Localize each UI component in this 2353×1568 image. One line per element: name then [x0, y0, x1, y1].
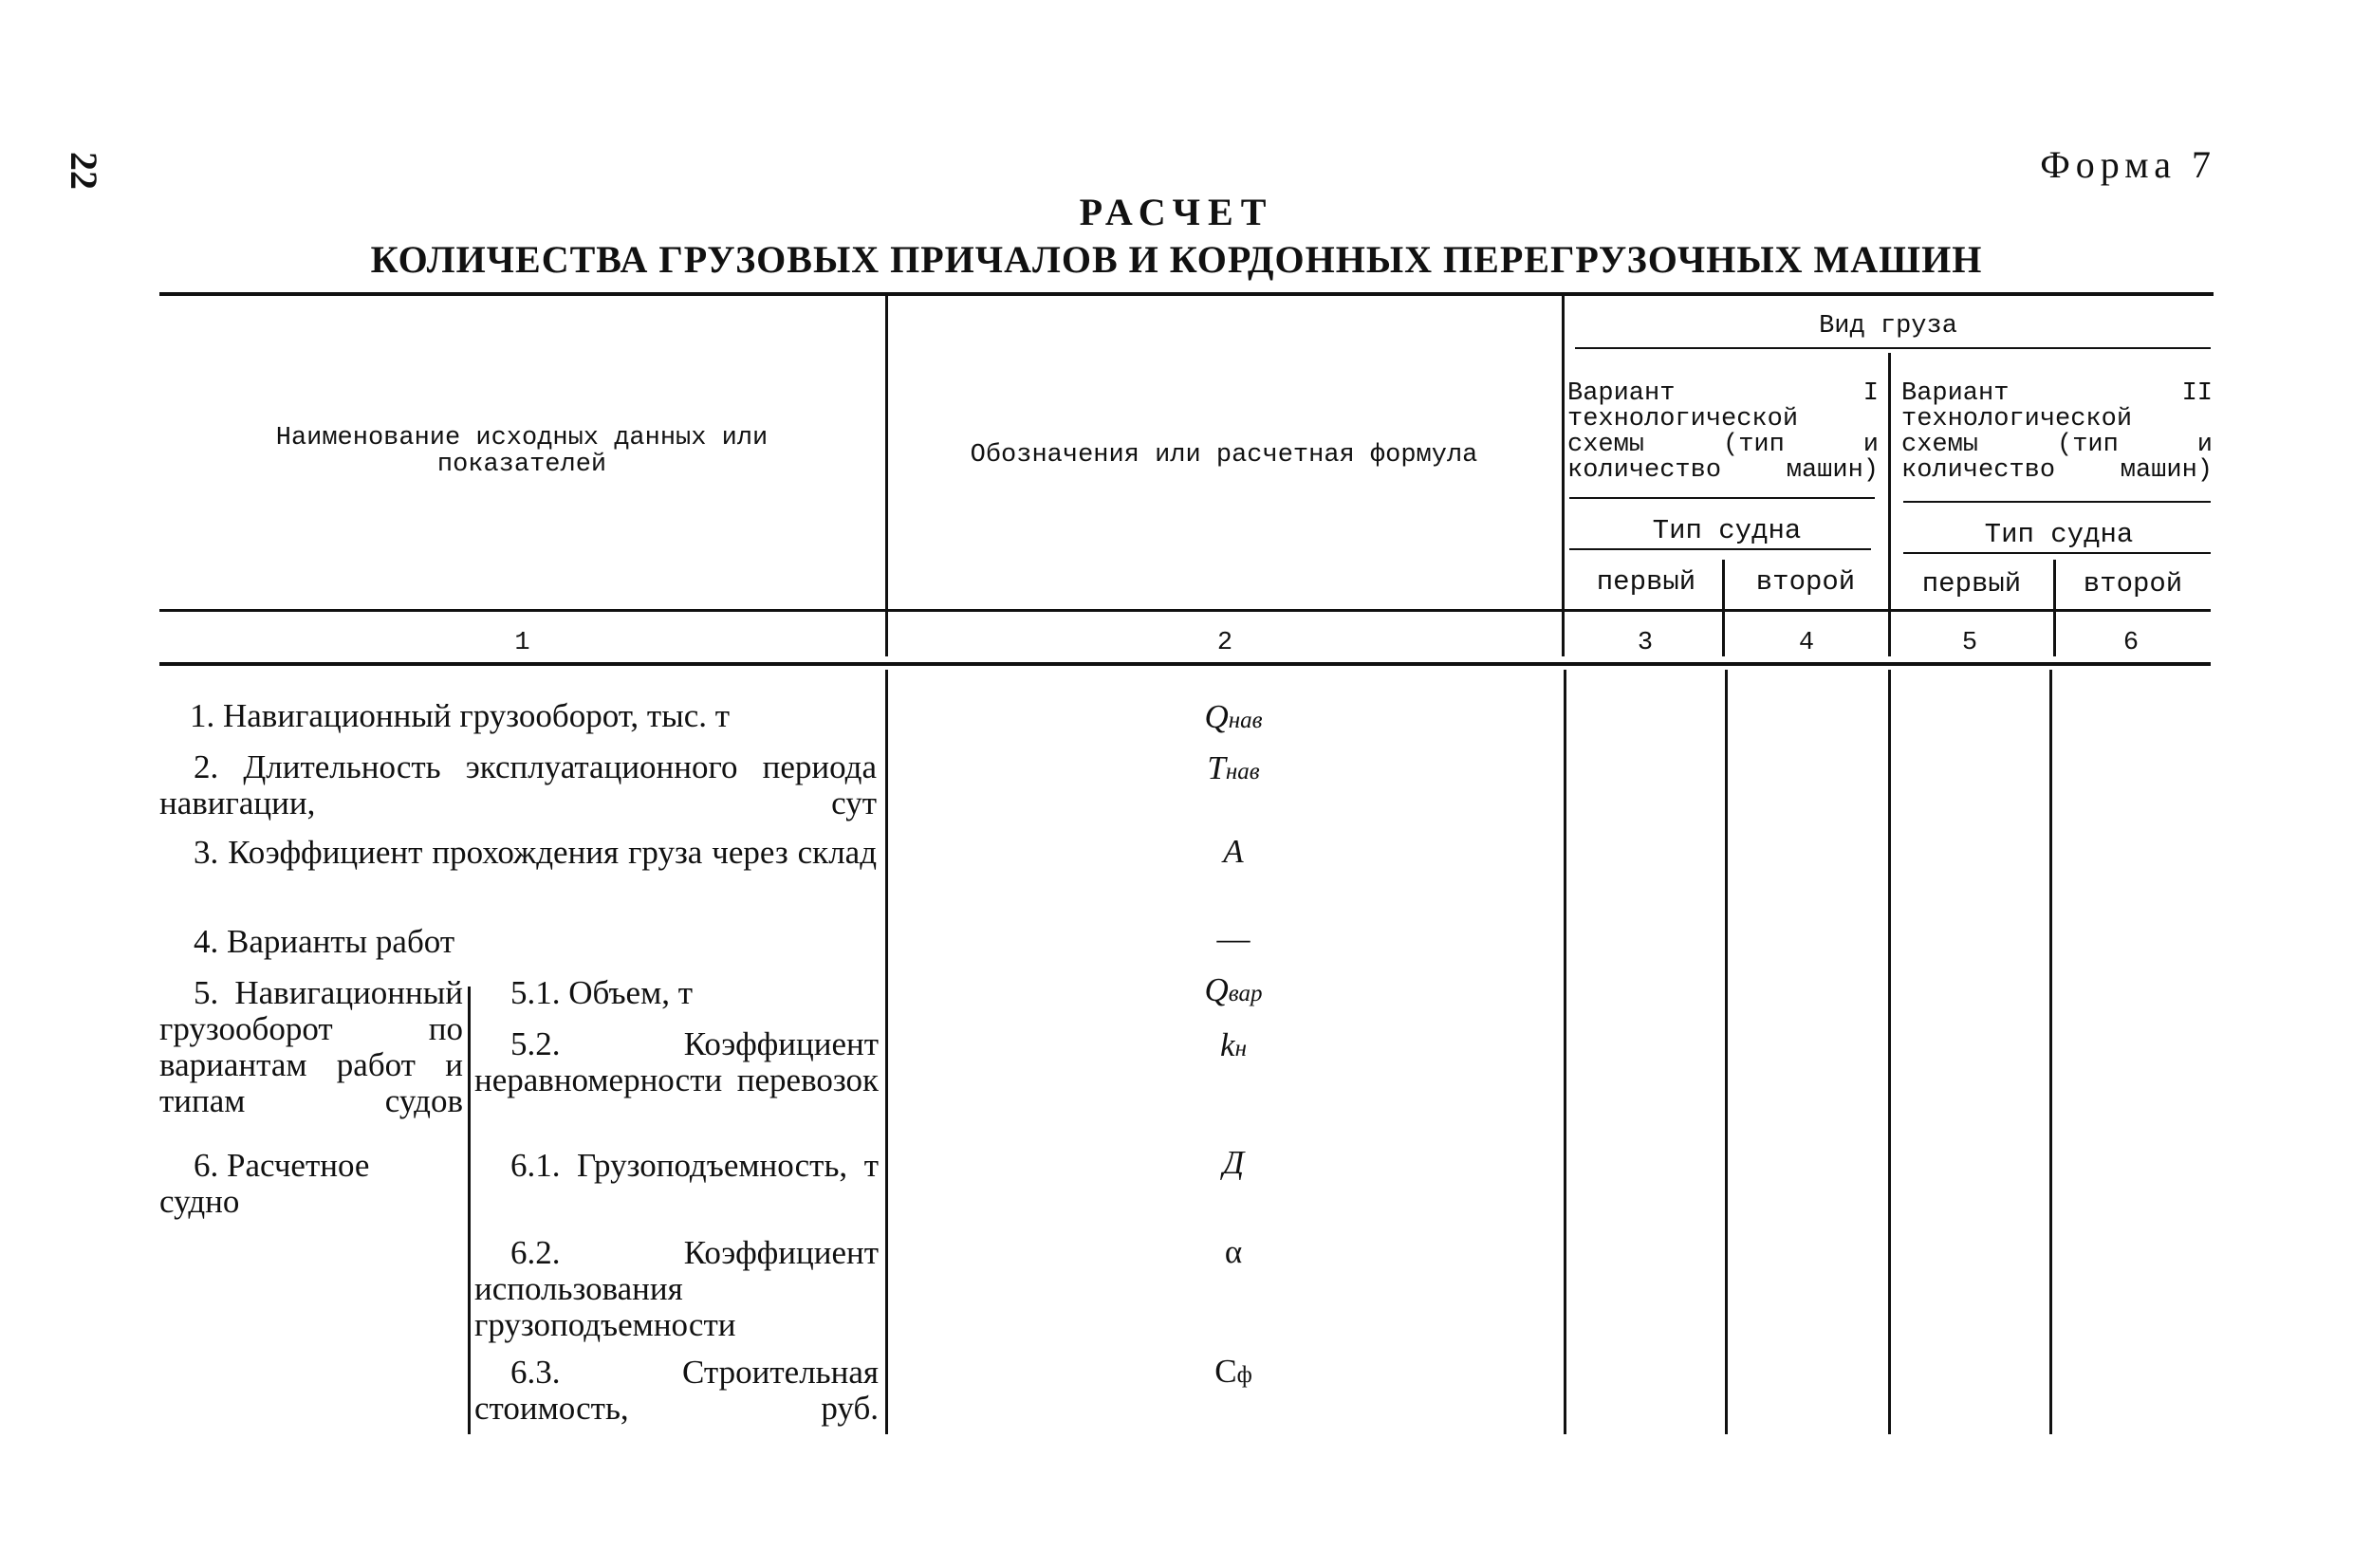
row-5-2-label: 5.2. Коэффициент неравномерности перевозок: [474, 1025, 879, 1098]
variant1-underline: [1569, 497, 1875, 499]
header-col2: Обозначения или расчетная формула: [970, 441, 1478, 470]
row-6-2-symbol: α: [1224, 1233, 1243, 1270]
row-6-1-label: 6.1. Грузоподъемность, т: [510, 1147, 879, 1184]
header-col1: Наименование исходных данных или показателей: [275, 424, 769, 479]
col-number-3: 3: [1637, 629, 1654, 657]
table-top-border: [159, 292, 2214, 296]
header-first-2: первый: [1921, 568, 2022, 600]
col-number-6: 6: [2122, 629, 2140, 657]
header-variant1: Вариант I технологической схемы (тип и количество машин): [1567, 379, 1879, 485]
body-divider-4: [1725, 670, 1728, 1434]
row-5-1-label: 5.1. Объем, т: [510, 974, 694, 1011]
header-divider-2: [1562, 296, 1565, 656]
header-ship-type-2: Тип судна: [1984, 519, 2134, 550]
header-ship-type-1: Тип судна: [1652, 515, 1802, 546]
body-divider-3: [1564, 670, 1566, 1434]
row-3-symbol: A: [1223, 833, 1244, 870]
title-line-1: РАСЧЕТ: [1079, 191, 1274, 233]
row-2-symbol: Tнав: [1207, 749, 1260, 786]
row-1-label: 1. Навигационный грузооборот, тыс. т: [190, 697, 731, 734]
subgroup-divider: [468, 987, 471, 1434]
form-label: Форма 7: [2040, 143, 2216, 186]
ship-type2-underline: [1903, 552, 2211, 554]
ship-type1-underline: [1569, 548, 1871, 550]
variant2-underline: [1903, 501, 2211, 503]
col-number-2: 2: [1216, 629, 1233, 657]
row-4-symbol: —: [1216, 920, 1251, 957]
body-divider-5: [1888, 670, 1891, 1434]
col-number-1: 1: [514, 629, 530, 657]
header-variant2: Вариант II технологической схемы (тип и количество машин): [1901, 379, 2213, 485]
title-line-2: КОЛИЧЕСТВА ГРУЗОВЫХ ПРИЧАЛОВ И КОРДОННЫХ ПЕРЕГРУЗОЧНЫХ МАШИН: [370, 238, 1983, 281]
row-6-3-label: 6.3. Строительная стоимость, руб.: [474, 1354, 879, 1427]
cargo-type-underline: [1575, 347, 2211, 349]
numbers-bottom-line: [159, 662, 2211, 666]
row-6-3-symbol: Сф: [1214, 1353, 1252, 1390]
header-cargo-type: Вид груза: [1819, 312, 1957, 341]
row-5-1-symbol: Qвар: [1204, 971, 1263, 1008]
row-3-label: 3. Коэффициент прохождения груза через склад: [194, 834, 877, 871]
row-6-label: 6. Расчетное судно: [159, 1147, 370, 1220]
row-5-label: 5. Навигационный грузооборот по вариантам работ и типам судов: [159, 974, 463, 1119]
header-second-2: второй: [2083, 568, 2183, 600]
header-bottom-line: [159, 609, 2211, 612]
row-5-2-symbol: kн: [1220, 1026, 1247, 1063]
col-number-4: 4: [1798, 629, 1815, 657]
col-number-5: 5: [1961, 629, 1978, 657]
header-second-1: второй: [1755, 566, 1856, 598]
header-divider-1: [885, 296, 888, 656]
page-number: 22: [63, 152, 105, 190]
body-divider-2: [885, 670, 888, 1434]
row-2-label: 2. Длительность эксплуатационного периода навигации, сут: [159, 748, 877, 821]
row-1-symbol: Qнав: [1204, 698, 1263, 735]
body-divider-6: [2049, 670, 2052, 1434]
row-6-1-symbol: Д: [1222, 1144, 1245, 1181]
row-4-label: 4. Варианты работ: [194, 923, 455, 960]
header-first-1: первый: [1596, 566, 1696, 598]
row-6-2-label: 6.2. Коэффициент использования грузоподъемности: [474, 1234, 879, 1343]
